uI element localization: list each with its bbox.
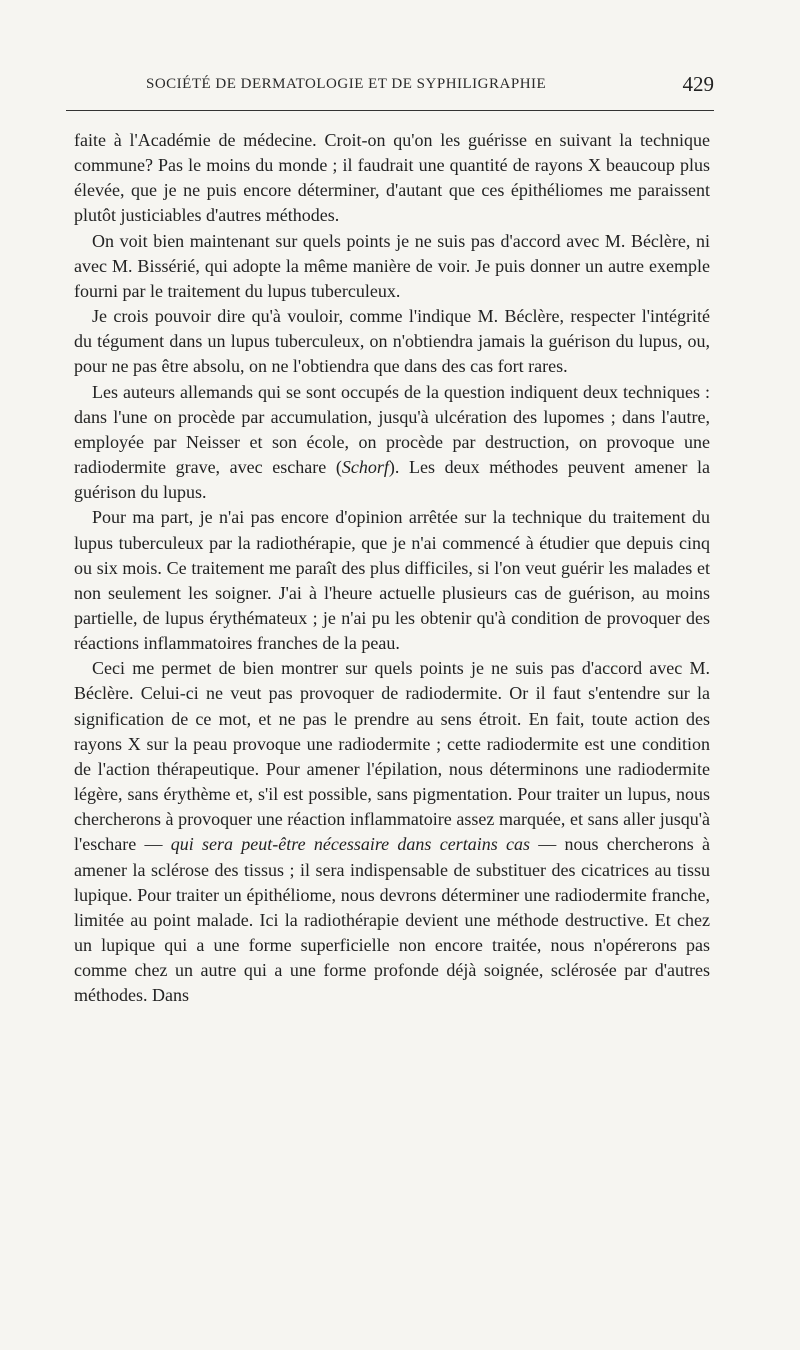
paragraph [74,304,710,379]
paragraph [74,380,710,506]
paragraph-text: faite à l'Académie de médecine. Croit-on qu'on les guérisse en suivant la technique commune? Pas le moins du monde ; il faudrait une quantité de rayons X beaucoup plus élevée, que je ne puis encore déterminer, d'autant que ces épithéliomes me paraissent plutôt justiciables d'autres méthodes. [74,130,710,226]
paragraph [74,656,710,1008]
running-title: SOCIÉTÉ DE DERMATOLOGIE ET DE SYPHILIGRAPHIE [146,76,547,92]
paragraph-text: ). Les deux méthodes peuvent amener la guérison du lupus. [74,457,710,503]
paragraph-text: Ceci me permet de bien montrer sur quels points je ne suis pas d'accord avec M. Béclère. Celui-ci ne veut pas provoquer de radiodermite. Or il faut s'entendre sur la signification de ce mot, et ne pas le prendre au sens étroit. En fait, toute action des rayons X sur la peau provoque une radiodermite ; cette radiodermite est une condition de l'action thérapeutique. Pour amener l'épilation, nous déterminons une radiodermite légère, sans érythème et, s'il est possible, sans pigmentation. Pour traiter un lupus, nous chercherons à provoquer une réaction inflammatoire assez marquée, et sans aller jusqu'à l'eschare — [74,658,710,855]
italic-phrase: qui sera peut-être nécessaire dans certains cas [170,834,530,855]
paragraph-text: Les auteurs allemands qui se sont occupés de la question indiquent deux techniques : dans l'une on procède par accumulation, jusqu'à ulcération des lupomes ; dans l'autre, employée par Neisser et son école, on procède par destruction, on provoque une radiodermite grave, avec eschare ( [74,381,710,478]
paragraph [74,505,710,656]
paragraph [74,128,710,229]
paragraph-text: Je crois pouvoir dire qu'à vouloir, comme l'indique M. Béclère, respecter l'intégrité du tégument dans un lupus tuberculeux, on n'obtiendra jamais la guérison du lupus, ou, pour ne pas être absolu, on ne l'obtiendra que dans des cas fort rares. [74,306,710,377]
paragraph-text: — nous chercherons à amener la sclérose des tissus ; il sera indispensable de substituer des cicatrices au tissu lupique. Pour traiter un épithéliome, nous devrons déterminer une radiodermite franche, limitée au point malade. Ici la radiothérapie devient une méthode destructive. Et chez un lupique qui a une forme superficielle non encore traitée, nous n'opérerons pas comme chez un autre qui a une forme profonde déjà soignée, sclérosée par d'autres méthodes. Dans [74,834,710,1006]
body-text [74,128,710,1008]
page-number: 429 [682,72,714,96]
paragraph [74,229,710,304]
italic-term: Schorf [341,457,389,478]
paragraph-text: Pour ma part, je n'ai pas encore d'opinion arrêtée sur la technique du traitement du lupus tuberculeux par la radiothérapie, que je n'ai commencé à étudier que depuis cinq ou six mois. Ce traitement me paraît des plus difficiles, si l'on veut guérir les malades et non seulement les soigner. J'ai à l'heure actuelle plusieurs cas de guérison, au moins partielle, de lupus érythémateux ; je n'ai pu les obtenir qu'à condition de provoquer des réactions inflammatoires franches de la peau. [74,507,710,654]
running-head [66,72,714,102]
paragraph-text: On voit bien maintenant sur quels points je ne suis pas d'accord avec M. Béclère, ni avec M. Bissérié, qui adopte la même manière de voir. Je puis donner un autre exemple fourni par le traitement du lupus tuberculeux. [74,230,710,301]
header-rule [66,110,714,111]
